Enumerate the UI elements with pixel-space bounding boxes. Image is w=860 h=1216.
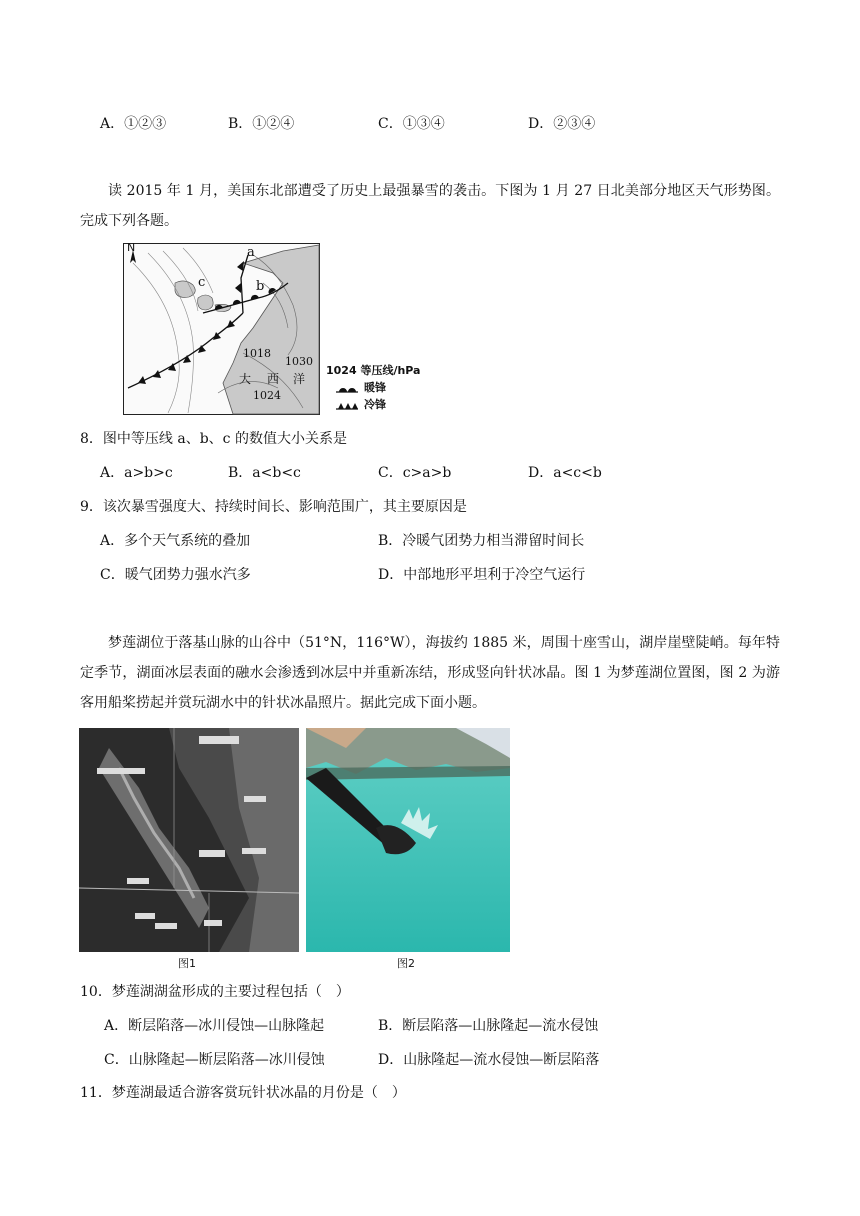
q7-option-a: A．①②③ [100,116,167,132]
q10-option-a: A．断层陷落—冰川侵蚀—山脉隆起 [104,1018,325,1034]
q7-option-c: C．①③④ [378,116,445,132]
passage-snowstorm: 读 2015 年 1 月，美国东北部遭受了历史上最强暴雪的袭击。下图为 1 月 27 日北美部分地区天气形势图。完成下列各题。 [80,183,780,229]
pressure-1030: 1030 [285,355,313,368]
q8-option-a: A．a>b>c [100,465,173,481]
ocean-label-1: 大 [239,372,252,386]
q8-option-b: B．a<b<c [228,465,301,481]
q10-stem: 10．梦莲湖湖盆形成的主要过程包括（ ） [80,984,350,1000]
isobar-label-a: a [247,245,255,260]
weather-map [123,243,323,416]
isobar-label-b: b [256,279,265,294]
pressure-1024: 1024 [253,389,281,402]
q9-stem: 9．该次暴雪强度大、持续时间长、影响范围广，其主要原因是 [80,499,467,515]
q9-option-c: C．暖气团势力强水汽多 [100,567,251,583]
legend-warm-front: 暖锋 [364,381,386,394]
weather-map-svg [123,243,323,416]
q10-option-d: D．山脉隆起—流水侵蚀—断层陷落 [378,1052,600,1068]
legend-warm-front-icon [336,381,358,397]
q11-stem: 11．梦莲湖最适合游客赏玩针状冰晶的月份是（ ） [80,1085,406,1101]
figure1-caption: 图1 [178,957,196,970]
q8-stem: 8．图中等压线 a、b、c 的数值大小关系是 [80,431,347,447]
figure1-satellite-map [79,728,299,952]
isobar-label-c: c [198,275,206,290]
q8-option-d: D．a<c<b [528,465,602,481]
figure2-caption: 图2 [397,957,415,970]
q10-option-b: B．断层陷落—山脉隆起—流水侵蚀 [378,1018,599,1034]
q10-option-c: C．山脉隆起—断层陷落—冰川侵蚀 [104,1052,325,1068]
legend-isobar: 1024 等压线/hPa [326,364,421,377]
q7-option-b: B．①②④ [228,116,295,132]
paddle-photo-icon [306,728,510,952]
q9-option-b: B．冷暖气团势力相当滞留时间长 [378,533,585,549]
q9-option-a: A．多个天气系统的叠加 [100,533,251,549]
q9-option-d: D．中部地形平坦利于冷空气运行 [378,567,586,583]
north-label: N [127,241,136,254]
passage-moraine-lake: 梦莲湖位于落基山脉的山谷中（51°N，116°W），海拔约 1885 米，周围十座雪山，湖岸崖壁陡峭。每年特定季节，湖面冰层表面的融水会渗透到冰层中并重新冻结，形成竖向针状冰晶。图 1 为梦莲湖位置图，图 2 为游客用船桨捞起并赏玩湖水中的针状冰晶照片。据此完成下面小题。 [80,635,780,711]
q7-option-d: D．②③④ [528,116,596,132]
ocean-label-3: 洋 [293,372,306,386]
satellite-terrain-icon [79,728,299,952]
legend-cold-front-icon [336,398,358,414]
legend-cold-front: 冷锋 [364,398,386,411]
q8-option-c: C．c>a>b [378,465,452,481]
figure2-lake-photo [306,728,510,952]
ocean-label-2: 西 [267,372,280,386]
pressure-1018: 1018 [243,347,271,360]
